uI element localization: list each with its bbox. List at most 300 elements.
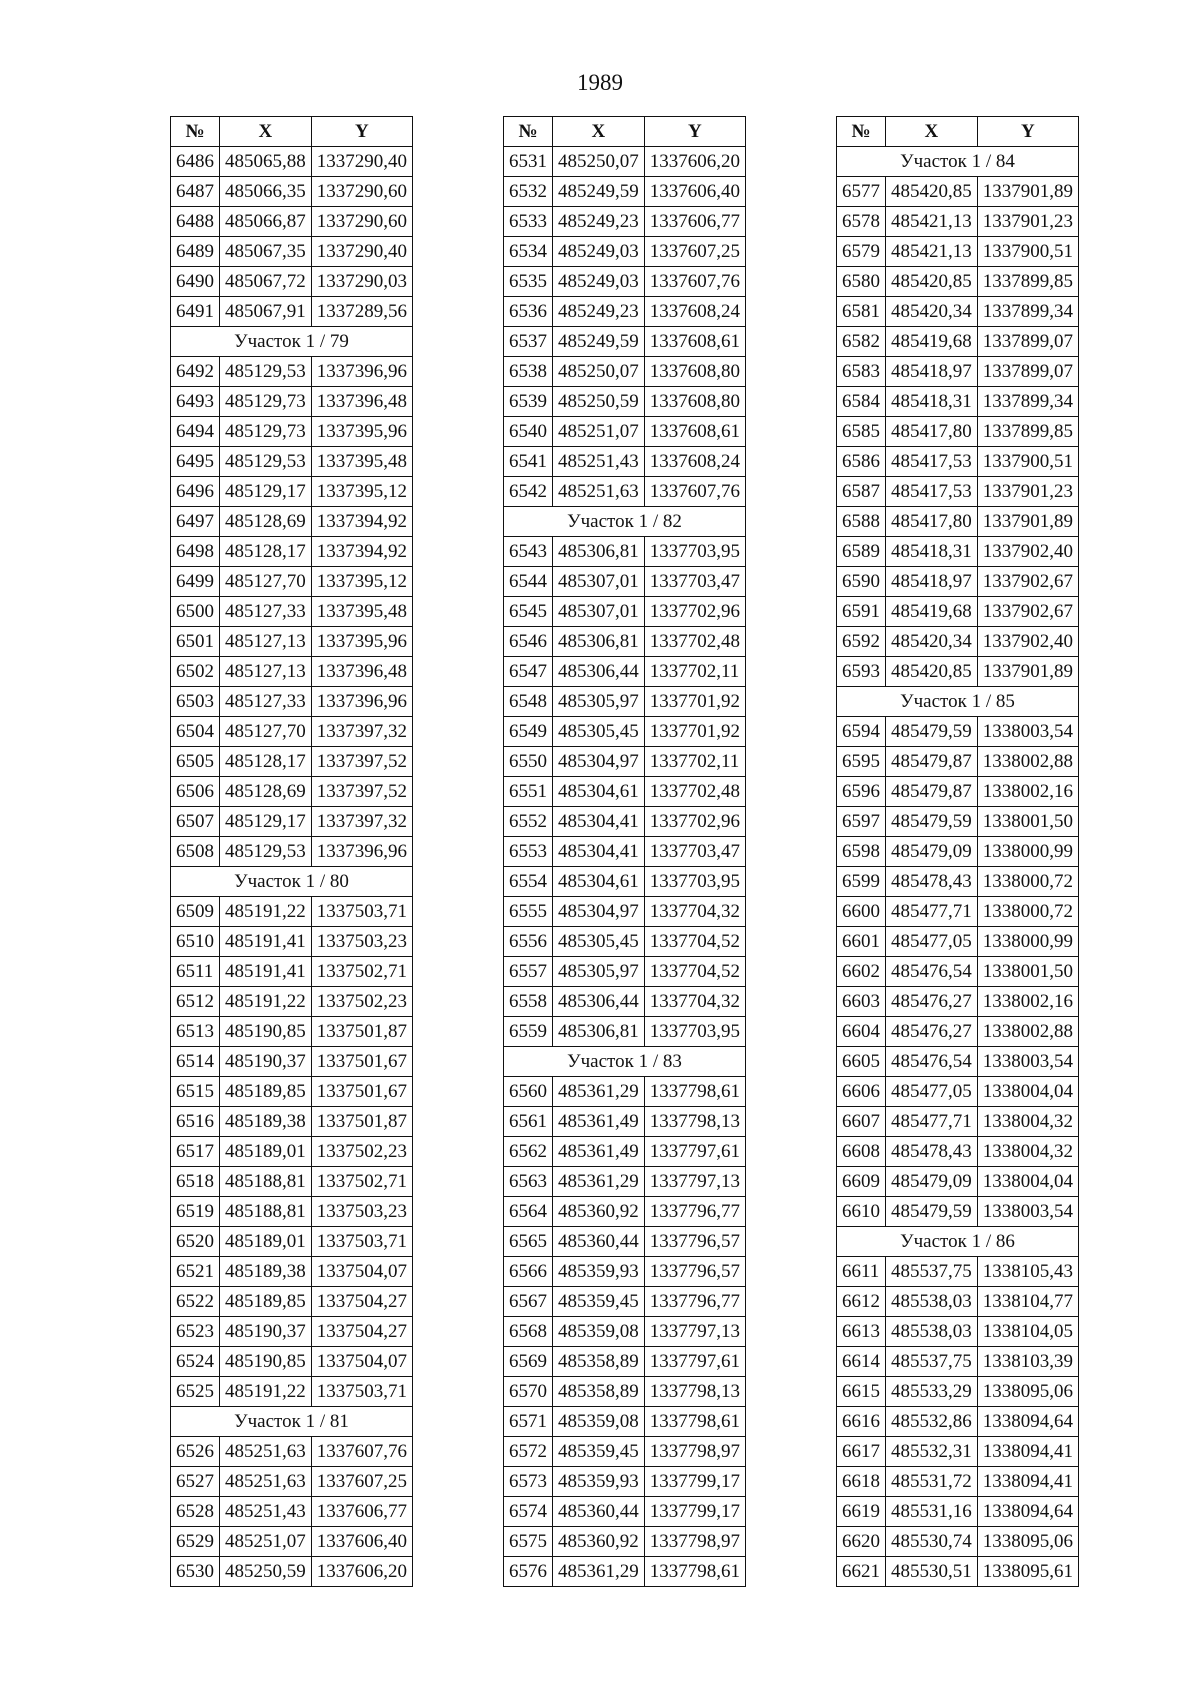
cell-x: 485191,41 <box>220 927 312 957</box>
cell-y: 1337397,52 <box>311 777 412 807</box>
cell-y: 1338001,50 <box>977 807 1078 837</box>
cell-num: 6587 <box>837 477 886 507</box>
cell-x: 485066,87 <box>220 207 312 237</box>
cell-x: 485360,44 <box>553 1227 645 1257</box>
cell-num: 6534 <box>504 237 553 267</box>
table-row <box>171 357 413 387</box>
section-title: Участок 1 / 86 <box>837 1227 1079 1257</box>
cell-num: 6551 <box>504 777 553 807</box>
table-row <box>837 417 1079 447</box>
table-row <box>504 417 746 447</box>
table-row <box>504 387 746 417</box>
cell-y: 1337606,40 <box>311 1527 412 1557</box>
cell-y: 1338002,16 <box>977 987 1078 1017</box>
cell-num: 6535 <box>504 267 553 297</box>
cell-x: 485251,63 <box>553 477 645 507</box>
cell-x: 485421,13 <box>886 207 978 237</box>
section-row <box>504 507 746 537</box>
cell-y: 1337899,07 <box>977 327 1078 357</box>
cell-x: 485478,43 <box>886 1137 978 1167</box>
cell-num: 6596 <box>837 777 886 807</box>
cell-y: 1337796,57 <box>644 1257 745 1287</box>
cell-x: 485128,69 <box>220 507 312 537</box>
cell-y: 1337608,61 <box>644 417 745 447</box>
cell-num: 6525 <box>171 1377 220 1407</box>
cell-x: 485191,22 <box>220 987 312 1017</box>
table-row <box>837 1077 1079 1107</box>
table-row <box>837 537 1079 567</box>
cell-num: 6573 <box>504 1467 553 1497</box>
table-row <box>837 1017 1079 1047</box>
cell-y: 1337395,96 <box>311 627 412 657</box>
cell-num: 6517 <box>171 1137 220 1167</box>
coordinate-table-1 <box>170 116 413 1587</box>
section-title: Участок 1 / 80 <box>171 867 413 897</box>
table-row <box>171 747 413 777</box>
table-row <box>504 1407 746 1437</box>
table-row <box>837 267 1079 297</box>
cell-num: 6540 <box>504 417 553 447</box>
cell-y: 1337503,23 <box>311 1197 412 1227</box>
cell-x: 485532,31 <box>886 1437 978 1467</box>
cell-x: 485249,03 <box>553 237 645 267</box>
cell-y: 1337502,23 <box>311 987 412 1017</box>
table-row <box>171 897 413 927</box>
table-row <box>171 1167 413 1197</box>
cell-x: 485305,45 <box>553 927 645 957</box>
cell-y: 1337395,48 <box>311 447 412 477</box>
cell-y: 1337703,95 <box>644 537 745 567</box>
table-row <box>171 1437 413 1467</box>
cell-x: 485479,59 <box>886 717 978 747</box>
cell-num: 6595 <box>837 747 886 777</box>
table-row <box>837 837 1079 867</box>
cell-num: 6505 <box>171 747 220 777</box>
cell-y: 1337704,52 <box>644 927 745 957</box>
cell-x: 485417,80 <box>886 417 978 447</box>
table-row <box>504 807 746 837</box>
cell-x: 485305,97 <box>553 687 645 717</box>
cell-y: 1337702,96 <box>644 597 745 627</box>
cell-y: 1338000,72 <box>977 867 1078 897</box>
table-row <box>504 177 746 207</box>
cell-num: 6539 <box>504 387 553 417</box>
table-row <box>504 837 746 867</box>
table-row <box>171 717 413 747</box>
table-row <box>504 1467 746 1497</box>
cell-x: 485358,89 <box>553 1377 645 1407</box>
cell-x: 485531,16 <box>886 1497 978 1527</box>
cell-y: 1338094,41 <box>977 1437 1078 1467</box>
table-row <box>504 1227 746 1257</box>
cell-num: 6557 <box>504 957 553 987</box>
table-row <box>504 357 746 387</box>
table-row <box>171 1467 413 1497</box>
table-row <box>171 627 413 657</box>
table-row <box>837 927 1079 957</box>
table-row <box>837 477 1079 507</box>
cell-num: 6610 <box>837 1197 886 1227</box>
cell-y: 1338002,88 <box>977 747 1078 777</box>
cell-x: 485479,59 <box>886 1197 978 1227</box>
cell-num: 6564 <box>504 1197 553 1227</box>
cell-num: 6529 <box>171 1527 220 1557</box>
cell-num: 6532 <box>504 177 553 207</box>
cell-x: 485360,92 <box>553 1527 645 1557</box>
cell-num: 6489 <box>171 237 220 267</box>
cell-x: 485479,59 <box>886 807 978 837</box>
cell-y: 1337607,25 <box>311 1467 412 1497</box>
cell-x: 485304,41 <box>553 807 645 837</box>
cell-x: 485361,29 <box>553 1077 645 1107</box>
cell-num: 6600 <box>837 897 886 927</box>
cell-y: 1337503,71 <box>311 1377 412 1407</box>
table-row <box>837 327 1079 357</box>
table-row <box>504 477 746 507</box>
cell-x: 485359,45 <box>553 1287 645 1317</box>
table-row <box>504 1197 746 1227</box>
cell-x: 485251,07 <box>553 417 645 447</box>
cell-num: 6585 <box>837 417 886 447</box>
cell-y: 1337607,76 <box>311 1437 412 1467</box>
table-row <box>504 627 746 657</box>
table-row <box>837 1497 1079 1527</box>
table-row <box>837 717 1079 747</box>
cell-num: 6566 <box>504 1257 553 1287</box>
cell-y: 1337901,89 <box>977 177 1078 207</box>
table-row <box>837 987 1079 1017</box>
cell-x: 485304,97 <box>553 747 645 777</box>
cell-num: 6589 <box>837 537 886 567</box>
cell-y: 1337797,61 <box>644 1137 745 1167</box>
table-row <box>171 537 413 567</box>
cell-num: 6618 <box>837 1467 886 1497</box>
table-row <box>504 1557 746 1587</box>
cell-x: 485067,91 <box>220 297 312 327</box>
cell-x: 485250,07 <box>553 147 645 177</box>
cell-x: 485127,33 <box>220 597 312 627</box>
cell-y: 1337503,71 <box>311 1227 412 1257</box>
table-row <box>504 1107 746 1137</box>
cell-y: 1337702,11 <box>644 747 745 777</box>
table-header-row <box>171 117 413 147</box>
cell-num: 6511 <box>171 957 220 987</box>
table-row <box>504 597 746 627</box>
cell-x: 485065,88 <box>220 147 312 177</box>
cell-x: 485250,59 <box>220 1557 312 1587</box>
cell-y: 1338095,06 <box>977 1527 1078 1557</box>
table-row <box>171 957 413 987</box>
cell-x: 485250,07 <box>553 357 645 387</box>
cell-x: 485419,68 <box>886 327 978 357</box>
table-row <box>504 1017 746 1047</box>
cell-y: 1337504,27 <box>311 1287 412 1317</box>
cell-num: 6548 <box>504 687 553 717</box>
cell-num: 6599 <box>837 867 886 897</box>
cell-y: 1337901,23 <box>977 207 1078 237</box>
cell-num: 6519 <box>171 1197 220 1227</box>
cell-x: 485417,53 <box>886 447 978 477</box>
cell-num: 6594 <box>837 717 886 747</box>
cell-y: 1337900,51 <box>977 237 1078 267</box>
cell-y: 1337798,61 <box>644 1557 745 1587</box>
cell-y: 1337796,57 <box>644 1227 745 1257</box>
cell-x: 485359,93 <box>553 1467 645 1497</box>
table-row <box>504 147 746 177</box>
cell-y: 1338000,99 <box>977 837 1078 867</box>
cell-x: 485251,63 <box>220 1467 312 1497</box>
table-row <box>504 1377 746 1407</box>
table-row <box>171 1047 413 1077</box>
cell-x: 485479,09 <box>886 1167 978 1197</box>
cell-num: 6603 <box>837 987 886 1017</box>
cell-x: 485129,73 <box>220 417 312 447</box>
table-row <box>504 537 746 567</box>
table-row <box>837 597 1079 627</box>
cell-x: 485306,81 <box>553 627 645 657</box>
cell-y: 1337606,20 <box>644 147 745 177</box>
cell-y: 1337290,60 <box>311 177 412 207</box>
cell-y: 1337608,80 <box>644 387 745 417</box>
cell-num: 6555 <box>504 897 553 927</box>
cell-x: 485307,01 <box>553 567 645 597</box>
cell-num: 6601 <box>837 927 886 957</box>
cell-x: 485361,49 <box>553 1137 645 1167</box>
cell-num: 6515 <box>171 1077 220 1107</box>
cell-num: 6602 <box>837 957 886 987</box>
cell-x: 485359,45 <box>553 1437 645 1467</box>
table-row <box>837 1467 1079 1497</box>
cell-x: 485129,53 <box>220 447 312 477</box>
cell-x: 485306,44 <box>553 657 645 687</box>
table-row <box>504 867 746 897</box>
cell-y: 1338004,32 <box>977 1137 1078 1167</box>
cell-x: 485478,43 <box>886 867 978 897</box>
cell-x: 485477,05 <box>886 1077 978 1107</box>
cell-num: 6588 <box>837 507 886 537</box>
cell-y: 1338103,39 <box>977 1347 1078 1377</box>
header-num: № <box>837 117 886 147</box>
cell-x: 485420,85 <box>886 177 978 207</box>
cell-y: 1337607,25 <box>644 237 745 267</box>
cell-x: 485189,85 <box>220 1287 312 1317</box>
cell-y: 1337797,61 <box>644 1347 745 1377</box>
cell-x: 485188,81 <box>220 1197 312 1227</box>
table-row <box>837 957 1079 987</box>
section-title: Участок 1 / 83 <box>504 1047 746 1077</box>
table-row <box>504 927 746 957</box>
cell-x: 485538,03 <box>886 1287 978 1317</box>
cell-num: 6583 <box>837 357 886 387</box>
table-row <box>171 1317 413 1347</box>
cell-y: 1337504,07 <box>311 1347 412 1377</box>
cell-num: 6561 <box>504 1107 553 1137</box>
table-row <box>837 1287 1079 1317</box>
cell-num: 6620 <box>837 1527 886 1557</box>
cell-y: 1337899,85 <box>977 417 1078 447</box>
cell-y: 1337701,92 <box>644 687 745 717</box>
cell-y: 1338002,88 <box>977 1017 1078 1047</box>
cell-x: 485530,51 <box>886 1557 978 1587</box>
cell-num: 6497 <box>171 507 220 537</box>
cell-x: 485358,89 <box>553 1347 645 1377</box>
cell-y: 1337396,96 <box>311 837 412 867</box>
cell-y: 1338094,41 <box>977 1467 1078 1497</box>
table-row <box>171 1347 413 1377</box>
cell-x: 485418,31 <box>886 387 978 417</box>
cell-num: 6498 <box>171 537 220 567</box>
cell-x: 485361,29 <box>553 1167 645 1197</box>
cell-num: 6503 <box>171 687 220 717</box>
cell-x: 485190,85 <box>220 1017 312 1047</box>
table-row <box>504 1497 746 1527</box>
cell-y: 1338003,54 <box>977 1197 1078 1227</box>
cell-x: 485129,53 <box>220 357 312 387</box>
cell-num: 6531 <box>504 147 553 177</box>
cell-x: 485304,61 <box>553 777 645 807</box>
table-row <box>171 1527 413 1557</box>
table-row <box>171 567 413 597</box>
cell-y: 1337797,13 <box>644 1167 745 1197</box>
table-row <box>837 357 1079 387</box>
cell-y: 1337504,07 <box>311 1257 412 1287</box>
table-row <box>837 627 1079 657</box>
cell-y: 1337797,13 <box>644 1317 745 1347</box>
table-row <box>504 207 746 237</box>
cell-num: 6513 <box>171 1017 220 1047</box>
table-row <box>171 777 413 807</box>
header-y: Y <box>644 117 745 147</box>
coordinate-table-3 <box>836 116 1079 1587</box>
header-x: X <box>220 117 312 147</box>
cell-num: 6621 <box>837 1557 886 1587</box>
cell-x: 485306,81 <box>553 537 645 567</box>
cell-x: 485190,85 <box>220 1347 312 1377</box>
cell-y: 1338003,54 <box>977 717 1078 747</box>
table-row <box>837 507 1079 537</box>
table-row <box>171 147 413 177</box>
cell-x: 485304,41 <box>553 837 645 867</box>
table-row <box>504 1527 746 1557</box>
table-row <box>504 327 746 357</box>
table-row <box>504 897 746 927</box>
section-row <box>171 1407 413 1437</box>
table-row <box>837 1047 1079 1077</box>
cell-y: 1338004,32 <box>977 1107 1078 1137</box>
table-row <box>837 1347 1079 1377</box>
cell-num: 6578 <box>837 207 886 237</box>
table-row <box>171 1557 413 1587</box>
cell-x: 485476,27 <box>886 987 978 1017</box>
table-row <box>171 1377 413 1407</box>
cell-x: 485249,59 <box>553 177 645 207</box>
cell-num: 6559 <box>504 1017 553 1047</box>
cell-num: 6549 <box>504 717 553 747</box>
cell-y: 1337798,61 <box>644 1407 745 1437</box>
cell-x: 485538,03 <box>886 1317 978 1347</box>
table-row <box>171 1197 413 1227</box>
cell-x: 485127,33 <box>220 687 312 717</box>
section-title: Участок 1 / 82 <box>504 507 746 537</box>
table-row <box>837 387 1079 417</box>
cell-y: 1337501,87 <box>311 1017 412 1047</box>
table-row <box>504 267 746 297</box>
cell-x: 485531,72 <box>886 1467 978 1497</box>
table-row <box>837 1527 1079 1557</box>
cell-x: 485127,13 <box>220 657 312 687</box>
cell-x: 485127,70 <box>220 567 312 597</box>
cell-num: 6499 <box>171 567 220 597</box>
cell-num: 6611 <box>837 1257 886 1287</box>
cell-x: 485420,34 <box>886 297 978 327</box>
cell-num: 6615 <box>837 1377 886 1407</box>
table-row <box>171 477 413 507</box>
cell-y: 1337796,77 <box>644 1287 745 1317</box>
cell-num: 6593 <box>837 657 886 687</box>
cell-x: 485359,93 <box>553 1257 645 1287</box>
section-row <box>171 867 413 897</box>
table-body <box>171 147 413 1587</box>
table-row <box>504 1137 746 1167</box>
cell-x: 485251,43 <box>553 447 645 477</box>
table-row <box>504 657 746 687</box>
cell-y: 1337607,76 <box>644 267 745 297</box>
cell-x: 485251,43 <box>220 1497 312 1527</box>
cell-num: 6590 <box>837 567 886 597</box>
table-row <box>837 867 1079 897</box>
table-row <box>504 957 746 987</box>
table-row <box>171 417 413 447</box>
cell-num: 6575 <box>504 1527 553 1557</box>
cell-num: 6550 <box>504 747 553 777</box>
cell-x: 485359,08 <box>553 1317 645 1347</box>
table-row <box>171 387 413 417</box>
table-row <box>504 747 746 777</box>
cell-y: 1337396,96 <box>311 687 412 717</box>
cell-y: 1337701,92 <box>644 717 745 747</box>
cell-x: 485129,53 <box>220 837 312 867</box>
cell-y: 1337703,47 <box>644 837 745 867</box>
cell-y: 1337606,77 <box>311 1497 412 1527</box>
cell-x: 485129,17 <box>220 477 312 507</box>
cell-y: 1337704,32 <box>644 987 745 1017</box>
cell-y: 1337501,67 <box>311 1077 412 1107</box>
cell-y: 1337608,24 <box>644 297 745 327</box>
cell-num: 6608 <box>837 1137 886 1167</box>
table-row <box>171 507 413 537</box>
table-row <box>504 1347 746 1377</box>
table-row <box>171 597 413 627</box>
table-row <box>504 1167 746 1197</box>
cell-num: 6492 <box>171 357 220 387</box>
cell-y: 1337702,96 <box>644 807 745 837</box>
cell-x: 485251,63 <box>220 1437 312 1467</box>
cell-x: 485250,59 <box>553 387 645 417</box>
cell-y: 1337396,48 <box>311 387 412 417</box>
cell-y: 1337289,56 <box>311 297 412 327</box>
cell-num: 6509 <box>171 897 220 927</box>
cell-y: 1337606,77 <box>644 207 745 237</box>
cell-num: 6576 <box>504 1557 553 1587</box>
cell-y: 1337608,24 <box>644 447 745 477</box>
cell-num: 6533 <box>504 207 553 237</box>
cell-y: 1337290,03 <box>311 267 412 297</box>
cell-x: 485420,85 <box>886 657 978 687</box>
cell-num: 6554 <box>504 867 553 897</box>
cell-num: 6552 <box>504 807 553 837</box>
cell-num: 6506 <box>171 777 220 807</box>
cell-x: 485067,72 <box>220 267 312 297</box>
